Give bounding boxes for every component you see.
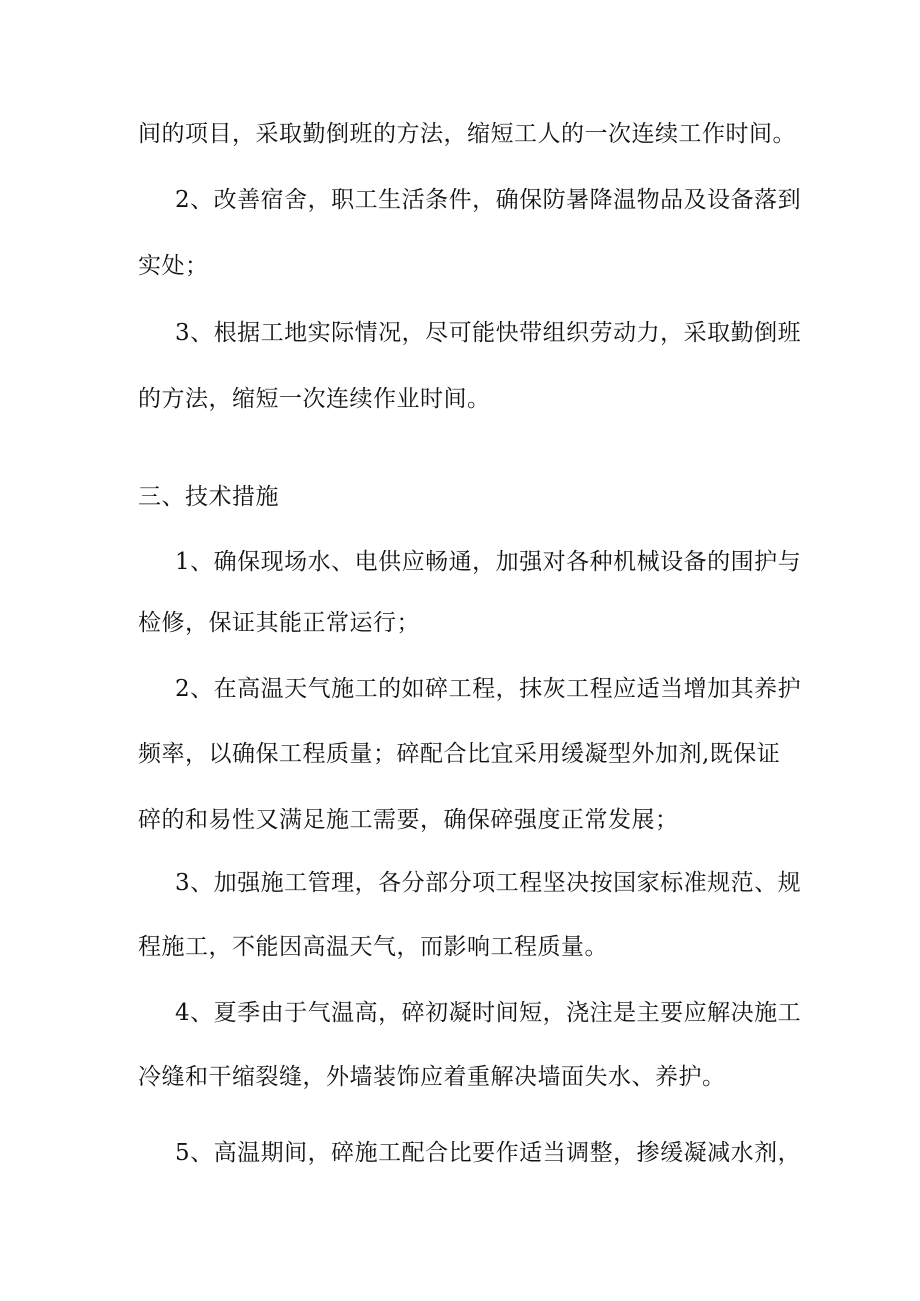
text-line: 的方法，缩短一次连续作业时间。 [138,386,491,412]
text-line: 频率，以确保工程质量；碎配合比宜采用缓凝型外加剂,既保证 [138,741,781,767]
section-heading: 三、技术措施 [138,484,279,510]
text-line: 间的项目，采取勤倒班的方法，缩短工人的一次连续工作时间。 [138,121,796,147]
text-line: 3、加强施工管理，各分部分项工程坚决按国家标准规范、规 [175,870,802,896]
text-line: 4、夏季由于气温高，碎初凝时间短，浇注是主要应解决施工 [175,1000,802,1026]
text-line: 3、根据工地实际情况，尽可能快带组织劳动力，采取勤倒班 [175,320,802,346]
text-line: 1、确保现场水、电供应畅通，加强对各种机械设备的围护与 [175,549,802,575]
text-line: 5、高温期间，碎施工配合比要作适当调整，掺缓凝减水剂， [175,1140,802,1166]
text-line: 2、在高温天气施工的如碎工程，抹灰工程应适当增加其养护 [175,676,802,702]
text-line: 冷缝和干缩裂缝，外墙装饰应着重解决墙面失水、养护。 [138,1064,726,1090]
text-line: 2、改善宿舍，职工生活条件，确保防暑降温物品及设备落到 [175,187,802,213]
text-line: 程施工，不能因高温天气，而影响工程质量。 [138,934,608,960]
text-line: 实处； [138,253,209,279]
text-line: 检修，保证其能正常运行； [138,610,420,636]
text-line: 碎的和易性又满足施工需要，确保碎强度正常发展； [138,807,679,833]
